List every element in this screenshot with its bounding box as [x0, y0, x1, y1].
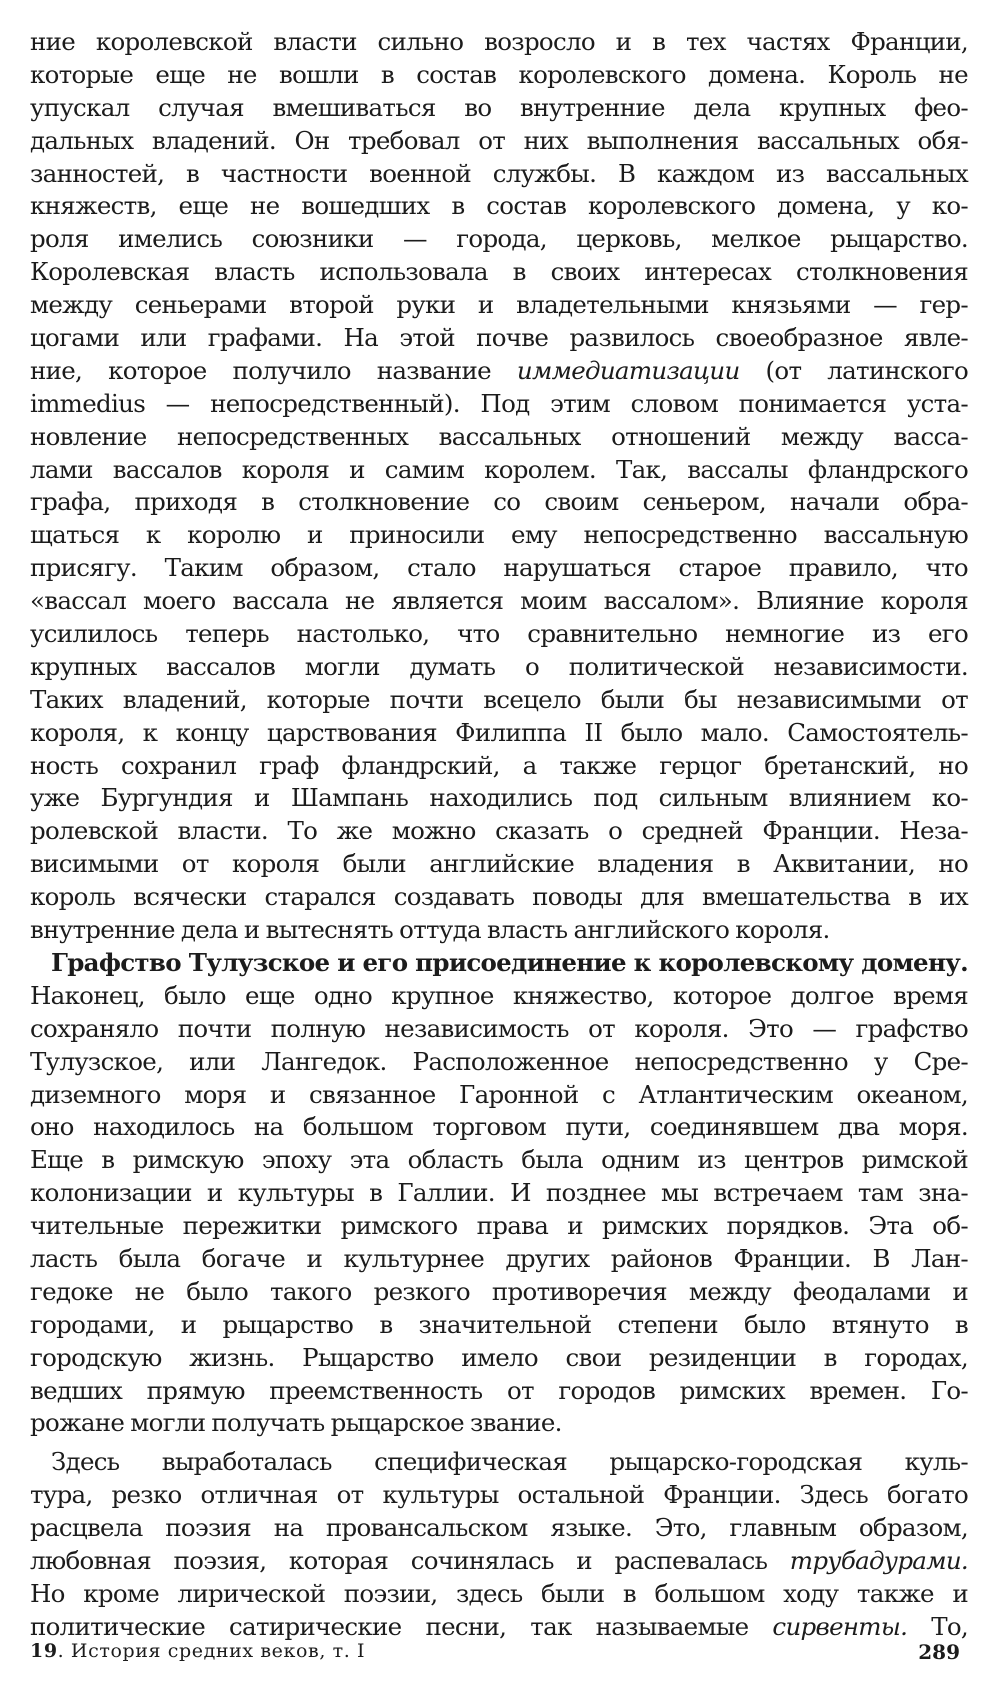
- text-line: между сеньерами второй руки и владетельными князьями — гер-: [30, 290, 968, 320]
- page-footer: [30, 1640, 960, 1670]
- text-line: щаться к королю и приносили ему непосредственно вассальную: [30, 520, 968, 550]
- text-line: Королевская власть использовала в своих интересах столкновения: [30, 257, 968, 287]
- text-line: городскую жизнь. Рыцарство имело свои резиденции в городах,: [30, 1342, 968, 1372]
- signature-text: . История средних веков, т. I: [57, 1640, 366, 1662]
- text-line: крупных вассалов могли думать о политической независимости.: [30, 651, 968, 681]
- text-line: графа, приходя в столкновение со своим сеньером, начали обра-: [30, 487, 968, 517]
- italic-term-troubadours: трубадурами.: [789, 1545, 968, 1575]
- text-line: сохраняло почти полную независимость от короля. Это — графство: [30, 1013, 968, 1043]
- paragraph-1: [30, 26, 968, 947]
- text-line: новление непосредственных вассальных отношений между васса-: [30, 421, 968, 451]
- text-line: расцвела поэзия на провансальском языке. Это, главным образом,: [30, 1513, 968, 1543]
- text-line: упускал случая вмешиваться во внутренние дела крупных фео-: [30, 92, 968, 122]
- text-line: ведших прямую преемственность от городов римских времен. Го-: [30, 1375, 968, 1405]
- text-line: Здесь выработалась специфическая рыцарско-городская куль-: [51, 1447, 968, 1477]
- text-line: роля имелись союзники — города, церковь, мелкое рыцарство.: [30, 224, 968, 254]
- text-line: короля, к концу царствования Филиппа II было мало. Самостоятель-: [30, 717, 968, 747]
- italic-term-sirventes: сирвенты.: [772, 1611, 908, 1641]
- text-line: присягу. Таким образом, стало нарушаться старое правило, что: [30, 553, 968, 583]
- signature-number: 19: [30, 1640, 58, 1662]
- text-line: Тулузское, или Лангедок. Расположенное непосредственно у Сре-: [30, 1046, 968, 1076]
- text-line: городами, и рыцарство в значительной степени было втянуто в: [30, 1309, 968, 1339]
- text-line: тура, резко отличная от культуры остальной Франции. Здесь богато: [30, 1480, 968, 1510]
- text-line: immedius — непосредственный). Под этим словом понимается уста-: [30, 388, 968, 418]
- page-body: [30, 26, 968, 1644]
- text-line: занностей, в частности военной службы. В каждом из вассальных: [30, 158, 968, 188]
- text-line: лами вассалов короля и самим королем. Так, вассалы фландрского: [30, 454, 968, 484]
- text-line: цогами или графами. На этой почве развилось своеобразное явле-: [30, 323, 968, 353]
- text-line: Наконец, было еще одно крупное княжество, которое долгое время: [30, 980, 968, 1010]
- text-line: колонизации и культуры в Галлии. И позднее мы встречаем там зна-: [30, 1178, 968, 1208]
- paragraph-2: [30, 947, 968, 1440]
- text-line: внутренние дела и вытеснять оттуда власть английского короля.: [30, 915, 830, 945]
- text-line: усилилось теперь настолько, что сравнительно немногие из его: [30, 619, 968, 649]
- text-run: политические сатирические песни, так называемые: [30, 1611, 773, 1641]
- text-run: То,: [907, 1611, 968, 1641]
- text-line-with-term: [30, 1611, 968, 1644]
- text-line: ролевской власти. То же можно сказать о средней Франции. Неза-: [30, 816, 968, 846]
- text-line: которые еще не вошли в состав королевского домена. Король не: [30, 59, 968, 89]
- text-line: уже Бургундия и Шампань находились под сильным влиянием ко-: [30, 783, 968, 813]
- text-line: Еще в римскую эпоху эта область была одним из центров римской: [30, 1145, 968, 1175]
- section-heading: Графство Тулузское и его присоединение к королевскому домену.: [51, 947, 968, 977]
- printer-signature: [30, 1640, 365, 1662]
- text-run: ние, которое получило название: [30, 355, 517, 385]
- text-line: оно находилось на большом торговом пути, соединявшем два моря.: [30, 1112, 968, 1142]
- text-line-with-term: [30, 355, 968, 388]
- text-line: дальных владений. Он требовал от них выполнения вассальных обя-: [30, 125, 968, 155]
- text-line: ние королевской власти сильно возросло и в тех частях Франции,: [30, 27, 968, 56]
- text-run: любовная поэзия, которая сочинялась и распевалась: [30, 1545, 790, 1575]
- text-line: чительные пережитки римского права и римских порядков. Эта об-: [30, 1211, 968, 1241]
- text-run: (от латинского: [739, 355, 968, 385]
- text-line: ласть была богаче и культурнее других районов Франции. В Лан-: [30, 1243, 968, 1273]
- text-line: диземного моря и связанное Гаронной с Атлантическим океаном,: [30, 1079, 968, 1109]
- page-number: 289: [918, 1640, 960, 1664]
- text-line: «вассал моего вассала не является моим вассалом». Влияние короля: [30, 586, 968, 616]
- text-line: Таких владений, которые почти всецело были бы независимыми от: [30, 684, 968, 714]
- text-line: Но кроме лирической поэзии, здесь были в большом ходу также и: [30, 1578, 968, 1608]
- text-line: гедоке не было такого резкого противоречия между феодалами и: [30, 1276, 968, 1306]
- text-line: княжеств, еще не вошедших в состав королевского домена, у ко-: [30, 191, 968, 221]
- text-line: рожане могли получать рыцарское звание.: [30, 1408, 562, 1438]
- text-line: ность сохранил граф фландрский, а также герцог бретанский, но: [30, 750, 968, 780]
- paragraph-3: [30, 1446, 968, 1643]
- text-line: висимыми от короля были английские владения в Аквитании, но: [30, 849, 968, 879]
- italic-term-immediatization: иммедиатизации: [516, 355, 740, 385]
- text-line-with-term: [30, 1545, 968, 1578]
- text-line: король всячески старался создавать поводы для вмешательства в их: [30, 882, 968, 912]
